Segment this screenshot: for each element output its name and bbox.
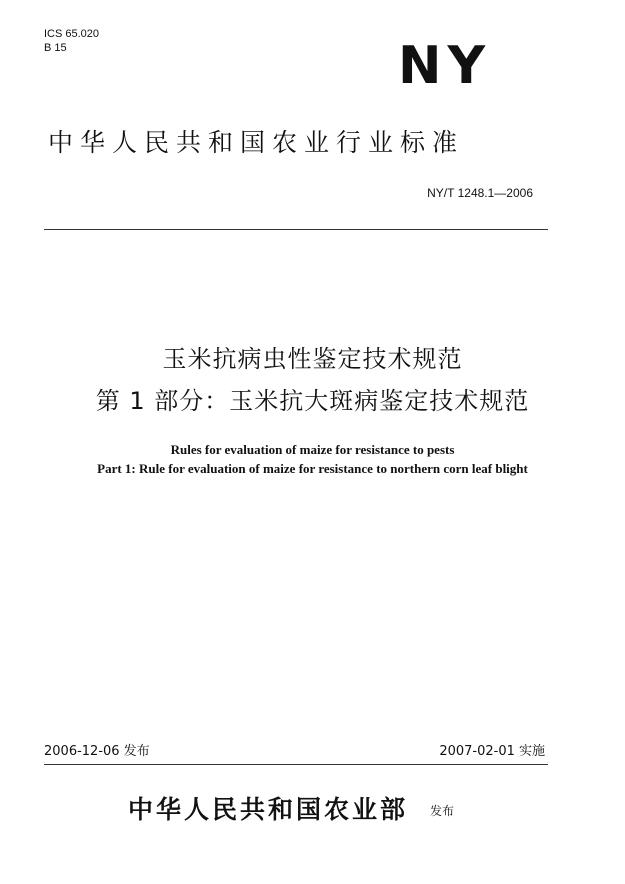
title-en-line2: Part 1: Rule for evaluation of maize for resistance to northern corn leaf blight — [97, 461, 528, 476]
ny-logo: NY — [398, 36, 492, 96]
class-code: B 15 — [44, 42, 67, 54]
top-divider — [44, 229, 548, 230]
title-en-line1: Rules for evaluation of maize for resistance to pests — [170, 442, 455, 457]
classification-codes — [44, 27, 99, 55]
standard-code: NY/T 1248.1—2006 — [427, 186, 533, 200]
issuer-suffix: 发布 — [430, 804, 455, 818]
implementation-date: 2007-02-01 实施 — [439, 744, 545, 759]
title-cn-line2: 第 1 部分：玉米抗大斑病鉴定技术规范 — [95, 387, 530, 415]
bottom-divider — [44, 764, 548, 765]
standard-name: 中华人民共和国农业行业标准 — [48, 128, 465, 157]
title-cn-line1: 玉米抗病虫性鉴定技术规范 — [162, 345, 463, 373]
issuer-name: 中华人民共和国农业部 — [128, 795, 409, 824]
issue-date: 2006-12-06 发布 — [44, 744, 150, 759]
ics-code: ICS 65.020 — [44, 28, 100, 40]
